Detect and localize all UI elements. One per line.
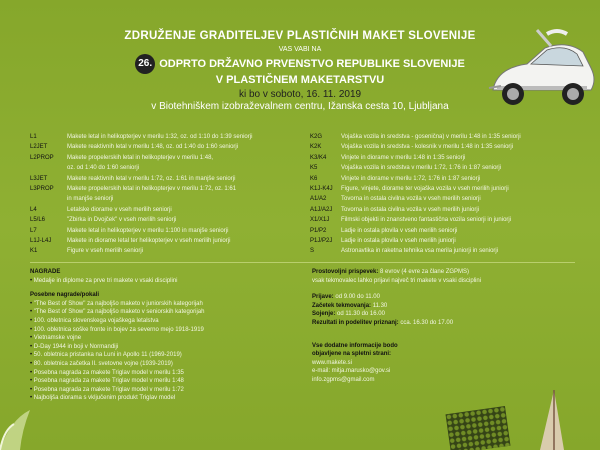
start-value: 11.30 bbox=[371, 302, 388, 309]
judging-value: od 11.30 do 16.00 bbox=[335, 311, 385, 318]
category-description: Ladje in ostala plovila v vseh merilih seniorji bbox=[341, 227, 458, 234]
category-row bbox=[30, 174, 315, 184]
email-link-1[interactable]: e-mail: mitja.marusko@gov.si bbox=[312, 368, 391, 375]
category-code bbox=[30, 163, 67, 173]
special-award-item: • Vietnamske vojne bbox=[30, 334, 300, 343]
event-title-line2: V PLASTIČNEM MAKETARSTVU bbox=[215, 74, 385, 86]
section-divider bbox=[30, 262, 575, 263]
category-code: L7 bbox=[30, 227, 37, 234]
category-code: K3/K4 bbox=[310, 154, 327, 161]
special-award-item: • 50. obletnica pristanka na Luni in Apollo 11 (1969-2019) bbox=[30, 351, 300, 360]
category-code: P1J/P2J bbox=[310, 238, 333, 245]
start-label: Začetek tekmovanja: bbox=[312, 302, 372, 309]
category-row bbox=[310, 132, 595, 142]
edition-number: 26. bbox=[135, 54, 155, 74]
categories-right bbox=[310, 132, 595, 257]
organizer-name: ZDRUŽENJE GRADITELJEV PLASTIČNIH MAKET SLOVENIJE bbox=[124, 30, 476, 42]
category-description: Ladje in ostala plovila v vseh merilih juniorji bbox=[341, 238, 456, 245]
category-code bbox=[30, 194, 67, 204]
special-award-item: • 100. obletnica soške fronte in bojev za severno mejo 1918-1919 bbox=[30, 326, 300, 335]
special-award-item: • Posebna nagrada za makete Triglav model v merilu 1:35 bbox=[30, 369, 300, 378]
special-awards-title: Posebne nagrade/pokali bbox=[30, 292, 100, 299]
category-row bbox=[310, 215, 595, 225]
judging-label: Sojenje: bbox=[312, 311, 336, 318]
registration-value: od 9.00 do 11.00 bbox=[333, 294, 380, 301]
category-code: L4 bbox=[30, 206, 37, 213]
category-row bbox=[30, 215, 315, 225]
awards-title: NAGRADE bbox=[30, 269, 61, 275]
category-description: oz. od 1:40 do 1:60 seniorji bbox=[67, 165, 140, 172]
category-row bbox=[310, 163, 595, 173]
sail-decoration-icon bbox=[520, 380, 600, 450]
registration-label: Prijave: bbox=[312, 294, 334, 301]
plant-decoration-icon bbox=[0, 380, 60, 450]
category-row bbox=[30, 153, 315, 163]
results-label: Rezultati in podelitev priznanj: bbox=[312, 319, 399, 326]
category-row bbox=[30, 236, 315, 246]
category-code: P1/P2 bbox=[310, 227, 327, 234]
info-section bbox=[312, 268, 572, 385]
category-description: Astronavtika in raketna tehnika vsa merila juniorji in seniorji bbox=[341, 248, 499, 255]
special-award-item: • 100. obletnica slovenskega vojaškega letalstva bbox=[30, 317, 300, 326]
category-row bbox=[30, 132, 315, 142]
category-code: A1/A2 bbox=[310, 196, 327, 203]
special-award-item: • "The Best of Show" za najboljšo maketo v juniorskih kategorijah bbox=[30, 300, 300, 309]
category-description: Tovorna in ostala civilna vozila v vseh merilih seniorji bbox=[341, 196, 481, 203]
award-item: • Medalje in diplome za prve tri makete v vsaki disciplini bbox=[30, 277, 300, 286]
awards-section bbox=[30, 268, 300, 403]
category-code: K2K bbox=[310, 144, 322, 151]
category-description: Makete in diorame letal ter helikopterjev v vseh merilih juniorji bbox=[67, 238, 231, 245]
category-row bbox=[310, 246, 595, 256]
website-link[interactable]: www.makete.si bbox=[312, 359, 353, 366]
category-description: Vojaška vozila in sredstva v merilu 1:72, 1:76 in 1:87 seniorji bbox=[341, 165, 502, 172]
category-row bbox=[30, 205, 315, 215]
special-award-item: • Posebna nagrada za makete Triglav model v merilu 1:72 bbox=[30, 386, 300, 395]
category-description: Vinjete in diorame v merilu 1:72, 1:76 in 1:87 seniorji bbox=[341, 175, 481, 182]
category-code: K2G bbox=[310, 134, 323, 140]
category-code: K5 bbox=[310, 165, 318, 172]
category-row bbox=[310, 226, 595, 236]
category-description: Filmski objekti in znanstveno fantastična vozila seniorji in juniorji bbox=[341, 217, 512, 224]
categories-left bbox=[30, 132, 315, 257]
category-row bbox=[30, 184, 315, 194]
category-description: Vinjete in diorame v merilu 1:48 in 1:35 seniorji bbox=[341, 154, 466, 161]
category-row bbox=[30, 226, 315, 236]
special-award-item: • D-Day 1944 in boji v Normandiji bbox=[30, 343, 300, 352]
category-code: L2PROP bbox=[30, 154, 54, 161]
category-description: Vojaška vozila in sredstva - kolesnik v merilu 1:48 in 1:35 seniorji bbox=[341, 144, 514, 151]
category-description: Vojaška vozila in sredstva - gosenična) v merilu 1:48 in 1:35 seniorji bbox=[341, 134, 521, 140]
category-row bbox=[30, 194, 315, 204]
category-description: Makete reaktivnih letal v merilu 1:72, oz. 1:61 in manjše seniorji bbox=[67, 175, 236, 182]
more-info-line2: objavljene na spletni strani: bbox=[312, 351, 392, 358]
category-row bbox=[310, 174, 595, 184]
category-row bbox=[310, 153, 595, 163]
category-row bbox=[30, 246, 315, 256]
category-code: K1J-K4J bbox=[310, 186, 333, 193]
category-row bbox=[310, 194, 595, 204]
event-venue: v Biotehniškem izobraževalnem centru, Ižanska cesta 10, Ljubljana bbox=[151, 101, 449, 112]
category-row bbox=[30, 142, 315, 152]
event-title-line1: ODPRTO DRŽAVNO PRVENSTVO REPUBLIKE SLOVENIJE bbox=[159, 57, 465, 70]
more-info-line1: Vse dodatne informacije bodo bbox=[312, 342, 398, 349]
category-description: Letalske diorame v vseh merilih seniorji bbox=[67, 206, 172, 213]
category-description: in manjše seniorji bbox=[67, 196, 114, 203]
category-code: S bbox=[310, 248, 315, 255]
vintage-car-illustration bbox=[487, 28, 597, 118]
category-row bbox=[310, 236, 595, 246]
category-row bbox=[310, 184, 595, 194]
special-award-item: • Najboljša diorama s vključenim produkt Triglav model bbox=[30, 394, 300, 403]
category-row bbox=[310, 205, 595, 215]
category-description: Makete propelerskih letal in helikopterjev v merilu 1:48, bbox=[67, 154, 214, 161]
fee-label: Prostovoljni prispevek: bbox=[312, 269, 379, 275]
email-link-2[interactable]: info.zgpms@gmail.com bbox=[312, 376, 375, 383]
event-date: ki bo v soboto, 16. 11. 2019 bbox=[238, 89, 362, 100]
category-code: A1J/A2J bbox=[310, 206, 333, 213]
category-description: Figure, vinjete, diorame ter vojaška vozila v vseh merilih juniorji bbox=[341, 186, 509, 193]
category-code: X1/X1J bbox=[310, 217, 330, 224]
category-description: "Zbirka in Dvojček" v vseh merilih seniorji bbox=[67, 217, 177, 224]
special-award-item: • Posebna nagrada za makete Triglav model v merilu 1:48 bbox=[30, 377, 300, 386]
category-code: K6 bbox=[310, 175, 318, 182]
category-description: Makete propelerskih letal in helikopterjev v merilu 1:72, oz. 1:61 bbox=[67, 186, 237, 193]
category-code: L1 bbox=[30, 134, 37, 140]
category-description: Tovorna in ostala civilna vozila v vseh merilih juniorji bbox=[341, 206, 480, 213]
category-row bbox=[30, 163, 315, 173]
special-award-item: • "The Best of Show" za najboljšo maketo v seniorskih kategorijah bbox=[30, 308, 300, 317]
fee-note: vsak tekmovalec lahko prijavi največ tri makete v vsaki disciplini bbox=[312, 277, 482, 284]
category-row bbox=[310, 142, 595, 152]
fee-value: 8 evrov (4 evre za člane ZGPMS) bbox=[378, 269, 470, 275]
category-code: L5/L6 bbox=[30, 217, 46, 224]
category-description: Makete letal in helikopterjev v merilu 1:100 in manjše seniorji bbox=[67, 227, 229, 234]
category-code: L3PROP bbox=[30, 186, 54, 193]
category-code: L1J-L4J bbox=[30, 238, 52, 245]
category-code: L3JET bbox=[30, 175, 48, 182]
event-title bbox=[80, 54, 520, 87]
track-decoration bbox=[446, 406, 511, 450]
category-code: K1 bbox=[30, 248, 38, 255]
category-description: Figure v vseh merilih seniorji bbox=[67, 248, 144, 255]
results-value: cca. 16.30 do 17.00 bbox=[398, 319, 454, 326]
category-description: Makete reaktivnih letal v merilu 1:48, oz. od 1:40 do 1:60 seniorji bbox=[67, 144, 239, 151]
category-description: Makete letal in helikopterjev v merilu 1:32, oz. od 1:10 do 1:39 seniorji bbox=[67, 134, 253, 140]
category-code: L2JET bbox=[30, 144, 48, 151]
special-award-item: • 80. obletnica začetka II. svetovne vojne (1939-2019) bbox=[30, 360, 300, 369]
invite-text: VAS VABI NA bbox=[278, 46, 322, 53]
